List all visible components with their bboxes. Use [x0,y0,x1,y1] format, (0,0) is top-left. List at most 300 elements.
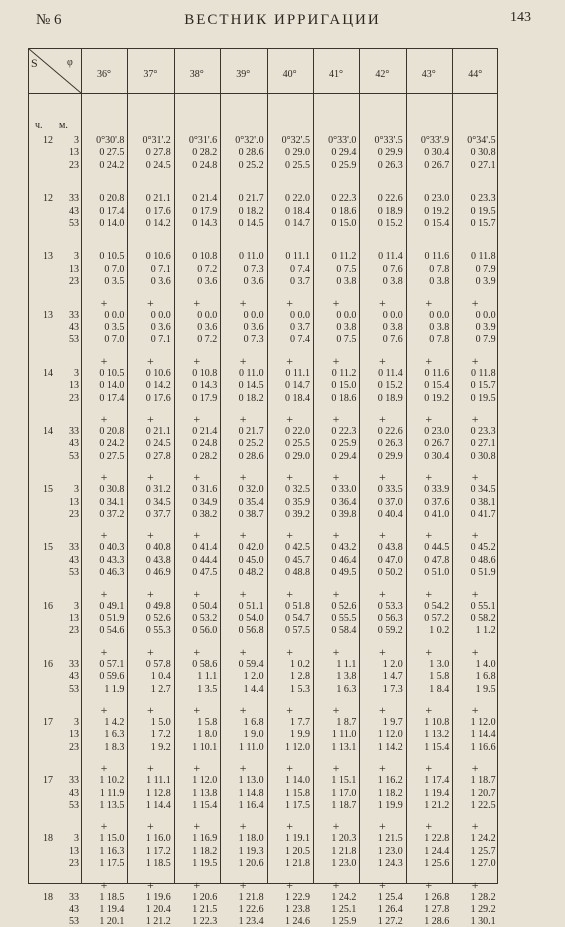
minute-label: 23 [69,625,79,637]
table-cell: 0 58.4 [331,625,357,637]
table-cell: 0 39.8 [331,509,357,520]
minute-label: 3 [74,600,79,612]
plus-sign: + [100,877,108,892]
hour-label: 17 [43,775,53,787]
table-cell: 1 11.0 [238,741,264,753]
plus-sign: + [193,470,201,485]
table-cell: 0 26.3 [377,438,403,450]
table-cell: 0 53.2 [192,613,218,624]
table-cell: 0 3.8 [336,322,357,333]
plus-sign: + [332,295,340,310]
table-cell: 0 22.0 [284,426,310,437]
table-cell: 0 35.9 [284,496,310,508]
table-cell: 1 16.4 [238,800,264,811]
plus-sign: + [471,644,479,659]
table-cell: 0 49.8 [145,600,171,612]
plus-sign: + [286,644,293,659]
plus-sign: + [379,470,386,485]
table-cell: 0 29.4 [331,450,357,462]
table-cell: 0 15.0 [331,218,357,229]
plus-sign: + [193,644,201,659]
table-cell: 0 3.6 [243,322,264,333]
table-cell: 0 54.7 [284,613,310,624]
table-cell: 0 41.7 [470,509,496,520]
table-cell: 1 22.9 [284,891,310,903]
table-cell: 0 49.5 [331,567,357,579]
table-cell: 1 16.2 [377,775,403,787]
table-cell: 0 25.9 [331,438,357,450]
plus-sign: + [471,353,479,368]
table-cell: 0 28.2 [192,450,218,462]
table-cell: 1 30.1 [470,916,496,927]
plus-sign: + [239,703,247,717]
plus-sign: + [379,761,386,776]
table-cell: 1 18.2 [192,845,218,857]
table-cell: 0 57.8 [145,658,171,670]
table-cell: 1 9.9 [289,729,310,741]
table-cell: 1 5.8 [197,717,218,728]
table-cell: 1 25.4 [377,891,403,903]
plus-sign: + [193,877,201,892]
minute-label: 13 [69,380,79,392]
hour-label: 15 [43,542,53,554]
table-cell: 0 0.0 [475,309,496,321]
table-cell: 1 2.0 [243,671,264,683]
plus-sign: + [332,703,340,717]
table-cell: 0 32.5 [284,484,310,496]
table-cell: 0 3.8 [429,322,450,333]
minute-label: 53 [69,916,79,927]
table-cell: 0 3.8 [429,276,450,288]
minute-label: 53 [69,450,79,462]
minute-label: 53 [69,334,79,346]
table-cell: 0 46.9 [145,567,171,579]
minute-label: 43 [69,205,79,217]
table-cell: 0°31'.2 [142,135,171,146]
table-cell: 0 43.2 [331,542,357,554]
latitude-header: 41° [329,69,343,80]
minute-label: 23 [69,741,79,753]
table-cell: 0 27.5 [99,450,125,462]
table-cell: 0 24.8 [192,438,218,450]
table-cell: 0 17.9 [192,392,218,404]
plus-sign: + [147,644,154,659]
table-cell: 1 11.9 [99,787,125,799]
table-cell: 1 0.2 [289,658,310,670]
table-cell: 0 27.1 [470,159,496,171]
table-cell: 0 3.9 [475,276,496,288]
table-cell: 1 6.8 [243,717,264,728]
table-cell: 0 18.9 [377,205,403,217]
table-cell: 1 19.4 [424,787,450,799]
plus-sign: + [147,470,154,485]
table-cell: 1 12.0 [470,717,496,728]
table-cell: 0 18.2 [238,205,264,217]
table-cell: 1 26.8 [424,891,450,903]
table-cell: 0 18.2 [238,392,264,404]
table-cell: 1 8.4 [429,683,450,695]
table-cell: 0 24.5 [145,438,171,450]
column-divider [359,49,360,883]
table-cell: 0 11.2 [331,251,357,263]
minute-label: 33 [69,891,79,903]
table-cell: 0 21.7 [238,193,264,205]
minute-label: 23 [69,858,79,870]
table-cell: 0 44.4 [192,554,218,566]
minute-label: 13 [69,496,79,508]
column-divider [220,49,221,883]
table-cell: 1 27.8 [424,904,450,915]
table-cell: 1 12.0 [377,729,403,741]
table-cell: 0 0.0 [429,309,450,321]
table-cell: 0 40.4 [377,509,403,520]
table-cell: 0 58.6 [192,658,218,670]
plus-sign: + [286,819,293,834]
table-cell: 0 25.2 [238,159,264,171]
table-cell: 0 11.6 [424,367,450,379]
table-cell: 0 18.9 [377,392,403,404]
table-cell: 0 34.5 [470,484,496,496]
table-cell: 1 7.7 [289,717,310,728]
table-cell: 0 21.7 [238,426,264,437]
table-cell: 0 10.8 [192,367,218,379]
table-cell: 0 7.0 [104,263,125,275]
table-cell: 0 0.0 [197,309,218,321]
table-cell: 1 5.0 [150,717,171,728]
table-cell: 0 29.9 [377,450,403,462]
table-cell: 0 47.0 [377,554,403,566]
plus-sign: + [286,586,293,601]
minute-label: 13 [69,263,79,275]
table-cell: 0 18.4 [284,205,310,217]
table-cell: 0 51.1 [238,600,264,612]
table-cell: 0 18.6 [331,205,357,217]
table-cell: 0 21.4 [192,426,218,437]
table-cell: 1 1.1 [197,671,218,683]
hour-label: 16 [43,600,53,612]
table-cell: 0 3.5 [104,322,125,333]
table-cell: 0 0.0 [104,309,125,321]
plus-sign: + [286,761,293,776]
table-cell: 1 13.8 [192,787,218,799]
table-cell: 0 27.1 [470,438,496,450]
table-cell: 1 18.5 [145,858,171,870]
table-cell: 1 20.6 [192,891,218,903]
plus-sign: + [193,353,201,368]
plus-sign: + [100,819,108,834]
table-cell: 0 48.2 [238,567,264,579]
table-cell: 0 54.2 [424,600,450,612]
table-cell: 0 3.8 [382,276,403,288]
table-cell: 0°31'.6 [188,135,218,146]
plus-sign: + [471,761,479,776]
minute-label: 33 [69,658,79,670]
table-cell: 1 24.2 [470,833,496,845]
table-cell: 0 50.4 [192,600,218,612]
table-cell: 0 14.5 [238,218,264,229]
hour-label: 14 [43,367,53,379]
table-cell: 0 33.0 [331,484,357,496]
table-cell: 1 3.5 [197,683,218,695]
table-cell: 0 29.0 [284,147,310,159]
table-cell: 1 4.0 [475,658,496,670]
page-number: 143 [510,10,531,25]
table-cell: 0 0.0 [150,309,171,321]
plus-sign: + [425,644,433,659]
header-rule [29,93,497,94]
minute-label: 3 [74,367,79,379]
table-cell: 0 7.9 [475,263,496,275]
table-cell: 0 22.3 [331,193,357,205]
table-cell: 0 59.2 [377,625,403,637]
plus-sign: + [425,877,433,892]
table-cell: 0°33'.0 [328,135,357,146]
table-cell: 1 28.6 [424,916,450,927]
table-cell: 1 4.4 [243,683,264,695]
table-cell: 1 24.6 [284,916,310,927]
table-cell: 1 9.5 [475,683,496,695]
plus-sign: + [147,353,154,368]
table-cell: 0 30.8 [470,450,496,462]
table-cell: 0 11.2 [331,367,357,379]
table-cell: 0 21.1 [145,426,171,437]
table-cell: 0 55.1 [470,600,496,612]
table-cell: 1 23.0 [377,845,403,857]
column-divider [81,49,82,883]
table-cell: 0 7.3 [243,334,264,346]
table-cell: 1 19.4 [99,904,125,915]
table-cell: 1 8.0 [197,729,218,741]
column-divider [406,49,407,883]
table-cell: 0 3.9 [475,322,496,333]
table-cell: 1 24.3 [377,858,403,870]
plus-sign: + [425,528,433,543]
minute-label: 23 [69,509,79,520]
table-cell: 0 11.4 [378,251,403,263]
table-cell: 0 7.6 [382,263,403,275]
hour-label: 14 [43,426,53,437]
plus-sign: + [239,644,247,659]
table-cell: 1 25.9 [331,916,357,927]
table-cell: 0 43.8 [377,542,403,554]
table-cell: 0 27.8 [145,147,171,159]
minute-label: 43 [69,787,79,799]
table-cell: 0 44.5 [424,542,450,554]
table-cell: 0 7.0 [104,334,125,346]
minute-label: 3 [74,484,79,496]
table-cell: 0 22.0 [284,193,310,205]
table-cell: 1 10.1 [192,741,218,753]
plus-sign: + [193,586,201,601]
plus-sign: + [239,761,247,776]
table-cell: 0 0.0 [243,309,264,321]
table-cell: 0 55.5 [331,613,357,624]
plus-sign: + [239,295,247,310]
table-cell: 0 7.2 [197,263,218,275]
minute-label: 53 [69,683,79,695]
table-cell: 1 21.5 [192,904,218,915]
hour-label: 18 [43,833,53,845]
table-cell: 0 54.6 [99,625,125,637]
table-cell: 1 17.0 [331,787,357,799]
hour-label: 12 [43,193,53,205]
table-cell: 0 40.8 [145,542,171,554]
table-cell: 1 23.8 [284,904,310,915]
table-cell: 0 52.6 [331,600,357,612]
table-cell: 1 20.6 [238,858,264,870]
latitude-header: 37° [143,69,158,80]
plus-sign: + [286,877,293,892]
table-cell: 1 21.2 [145,916,171,927]
table-cell: 0 15.0 [331,380,357,392]
plus-sign: + [239,586,247,601]
table-cell: 1 16.3 [99,845,125,857]
table-cell: 0 22.3 [331,426,357,437]
table-cell: 0 43.8 [145,554,171,566]
plus-sign: + [379,586,386,601]
table-cell: 0 25.2 [238,438,264,450]
table-cell: 1 25.6 [424,858,450,870]
table-cell: 0 55.3 [145,625,171,637]
table-cell: 1 6.8 [475,671,496,683]
table-cell: 1 12.8 [145,787,171,799]
table-cell: 0 7.4 [289,263,310,275]
table-cell: 1 10.2 [99,775,125,787]
plus-sign: + [332,353,340,368]
table-cell: 0 3.6 [150,322,171,333]
table-cell: 1 19.3 [238,845,264,857]
table-cell: 1 21.5 [377,833,403,845]
plus-sign: + [425,353,433,368]
minute-label: 23 [69,276,79,288]
table-cell: 0 7.9 [475,334,496,346]
table-cell: 1 16.9 [192,833,218,845]
table-cell: 0 7.4 [289,334,310,346]
table-cell: 0 58.2 [470,613,496,624]
table-cell: 1 9.2 [150,741,171,753]
table-cell: 0 38.7 [238,509,264,520]
plus-sign: + [379,644,386,659]
table-cell: 0 3.5 [104,276,125,288]
table-cell: 1 0.2 [429,625,450,637]
plus-sign: + [471,819,479,834]
plus-sign: + [100,470,108,485]
plus-sign: + [379,819,386,834]
table-cell: 0 30.4 [424,450,450,462]
table-cell: 0 37.0 [377,496,403,508]
table-cell: 1 14.2 [377,741,403,753]
plus-sign: + [239,877,247,892]
table-cell: 1 13.2 [424,729,450,741]
table-cell: 0 15.2 [377,218,403,229]
table-cell: 1 7.3 [382,683,403,695]
table-cell: 0 56.0 [192,625,218,637]
table-cell: 0 49.1 [99,600,125,612]
table-cell: 0 23.0 [424,426,450,437]
table-cell: 1 27.0 [470,858,496,870]
plus-sign: + [100,295,108,310]
table-cell: 0 29.9 [377,147,403,159]
table-cell: 0 30.8 [99,484,125,496]
plus-sign: + [286,528,293,543]
table-cell: 0 20.8 [99,193,125,205]
minute-label: 13 [69,845,79,857]
table-cell: 0 21.4 [192,193,218,205]
table-cell: 0 15.4 [424,380,450,392]
minute-label: 3 [74,251,79,263]
table-cell: 1 13.5 [99,800,125,811]
table-cell: 0 33.9 [424,484,450,496]
table-cell: 1 19.5 [192,858,218,870]
table-cell: 0 59.6 [99,671,125,683]
plus-sign: + [239,412,247,426]
plus-sign: + [425,470,433,485]
table-cell: 1 3.0 [429,658,450,670]
plus-sign: + [193,703,201,717]
minute-label: 23 [69,392,79,404]
minute-label: 33 [69,309,79,321]
table-cell: 0 41.4 [192,542,218,554]
table-cell: 1 18.7 [470,775,496,787]
table-cell: 1 22.3 [192,916,218,927]
table-cell: 0°33'.5 [374,135,403,146]
page-header [28,8,537,30]
table-cell: 0 14.0 [99,218,125,229]
table-cell: 0 26.3 [377,159,403,171]
table-cell: 0 14.2 [145,380,171,392]
table-cell: 1 17.2 [145,845,171,857]
plus-sign: + [286,703,293,717]
table-cell: 1 2.7 [150,683,171,695]
table-cell: 0 3.6 [243,276,264,288]
table-cell: 0 40.3 [99,542,125,554]
plus-sign: + [332,819,340,834]
plus-sign: + [379,877,386,892]
plus-sign: + [239,528,247,543]
plus-sign: + [425,761,433,776]
table-cell: 1 6.3 [336,683,357,695]
table-cell: 1 24.2 [331,891,357,903]
table-cell: 1 1.2 [475,625,496,637]
hour-label: 12 [43,135,53,146]
plus-sign: + [332,586,340,601]
table-cell: 0 26.7 [424,438,450,450]
plus-sign: + [471,703,479,717]
table-cell: 1 25.7 [470,845,496,857]
table-cell: 0 7.5 [336,334,357,346]
latitude-header: 38° [189,69,204,80]
table-cell: 1 25.1 [331,904,357,915]
plus-sign: + [100,528,108,543]
minute-label: 43 [69,554,79,566]
latitude-header: 42° [375,69,390,80]
column-divider [127,49,128,883]
latitude-header: 40° [282,69,297,80]
table-cell: 0 14.3 [192,380,218,392]
table-cell: 1 2.0 [382,658,403,670]
table-cell: 0 24.5 [145,159,171,171]
table-cell: 0 3.6 [197,322,218,333]
table-cell: 0 47.5 [192,567,218,579]
table-cell: 1 27.2 [377,916,403,927]
table-cell: 0 37.6 [424,496,450,508]
plus-sign: + [100,644,108,659]
table-cell: 1 15.0 [99,833,125,845]
table-cell: 0 7.2 [197,334,218,346]
plus-sign: + [193,819,201,834]
table-cell: 1 1.9 [104,683,125,695]
journal-title: ВЕСТНИК ИРРИГАЦИИ [184,12,381,28]
